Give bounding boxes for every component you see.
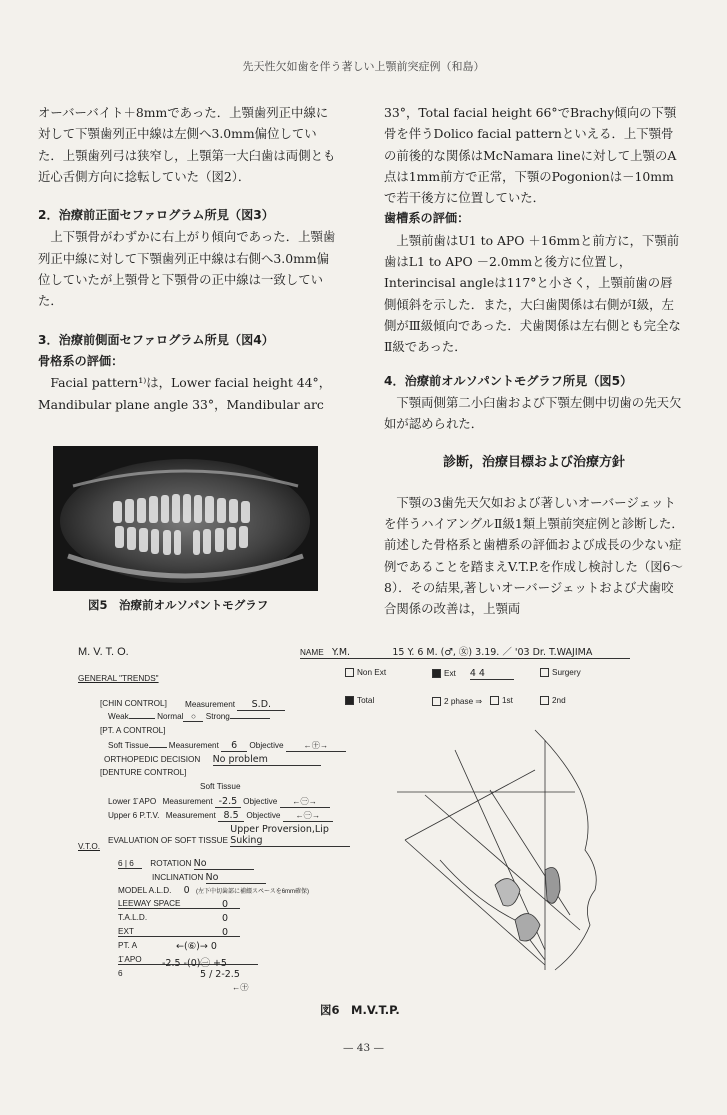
paragraph: 上顎前歯はU1 to APO ＋16mmと前方に，下顎前歯はL1 to APO －2.0mmと後方に位置し，Interincisal angleは117°と小さく，上顎前歯の唇側傾斜を示した．また，大臼歯関係は右側がⅠ級，左側がⅢ級傾向であった．犬歯関係は左右側とも完全なⅡ級であった． — [384, 232, 681, 355]
paragraph: 下顎両側第二小臼歯および下顎左側中切歯の先天欠如が認められた． — [384, 394, 682, 432]
mvto-form — [0, 640, 727, 1000]
name-label: NAME — [300, 648, 324, 657]
six-row-note: ←㊉ — [232, 983, 249, 992]
cephalometric-tracing — [395, 720, 625, 1000]
six-row: 6 5 / 2-2.5 — [118, 969, 240, 980]
section-heading: 2．治療前正面セファログラム所見（図3） — [38, 208, 274, 223]
denture-control-label: [DENTURE CONTROL] — [100, 768, 187, 777]
soft-tissue-evaluation-value: Upper Proversion,Lip Suking — [230, 824, 350, 847]
first-checkbox — [490, 696, 499, 705]
rotation-row: 6 | 6 ROTATION No — [118, 858, 254, 870]
name-value: Y.M. — [331, 647, 351, 658]
mvto-title: M. V. T. O. — [78, 646, 129, 658]
six-row-value: 5 / 2-2.5 — [200, 969, 240, 980]
soft-tissue-lip — [545, 868, 560, 904]
paragraph: オーバーバイト＋8mmであった．上顎歯列正中線に対して下顎歯列正中線は左側へ3.0mm偏位していた．上顎歯列弓は狭窄し，上顎第一大臼歯は両側とも近心舌側方向に捻転していた（図2）． — [38, 105, 336, 184]
surgery-checkbox — [540, 668, 549, 677]
model-ald-row: MODEL A.L.D. 0 (左下中切歯部に補綴スペースを6mm確保) — [118, 885, 310, 896]
total-checkbox — [345, 696, 354, 705]
pta-objective: ←㊉→ — [286, 740, 346, 752]
surgery-option: Surgery — [540, 668, 581, 677]
tald-value: 0 — [222, 913, 229, 924]
ext-checkbox — [432, 669, 441, 678]
paragraph: 上下顎骨がわずかに右上がり傾向であった．上顎歯列正中線に対して下顎歯列正中線は右側へ3.0mm偏位していたが上顎骨と下顎骨の正中線は一致していた． — [38, 229, 336, 309]
pta-row: PT. A ←(⑥)→ 0 — [118, 941, 217, 952]
tald-row: T.A.L.D. 0 — [118, 913, 229, 924]
upper-incisor — [495, 879, 520, 906]
leeway-row: LEEWAY SPACE 0 — [118, 899, 240, 909]
apo-row: 1̄ APO -2.5 -(0)㊀ +5 — [118, 955, 258, 965]
subheading: 歯槽系の評価： — [384, 211, 470, 226]
orthopedic-decision-row: ORTHOPEDIC DECISION No problem — [104, 754, 321, 766]
model-ald-note: (左下中切歯部に補綴スペースを6mm確保) — [196, 889, 310, 895]
non-ext-option: Non Ext — [345, 668, 386, 677]
name-line — [300, 644, 630, 659]
soft-tissue-evaluation-row: EVALUATION OF SOFT TISSUE Upper Proversion,Lip Suking — [108, 824, 350, 847]
two-phase-checkbox — [432, 697, 441, 706]
section-heading: 4．治療前オルソパントモグラフ所見（図5） — [384, 373, 633, 388]
subheading: 骨格系の評価： — [38, 353, 124, 368]
age-date-value: 15 Y. 6 M. (♂, ㊛) 3.19. ／ '03 Dr. T.WAJIMA — [392, 647, 593, 658]
upper-measurement-value: 8.5 — [218, 810, 244, 822]
left-column — [38, 102, 338, 415]
lower-apo-row: Lower 1̄ APO Measurement -2.5 Objective ←㊀→ — [108, 796, 330, 808]
second-option: 2nd — [540, 696, 566, 705]
lower-objective: ←㊀→ — [280, 796, 330, 808]
model-ald-value: 0 — [183, 885, 190, 896]
rotation-value: No — [194, 858, 254, 870]
apo-row-value: -2.5 -(0)㊀ +5 — [162, 958, 227, 969]
upper-ptv-row: Upper 6 P.T.V. Measurement 8.5 Objective ←㊀→ — [108, 810, 333, 822]
first-option: 1st — [490, 696, 513, 705]
inclination-value: No — [206, 872, 266, 884]
chin-value: S.D. — [237, 699, 285, 711]
general-trends-label: GENERAL "TRENDS" — [78, 674, 159, 683]
chin-measurement: Measurement S.D. — [185, 699, 285, 711]
paragraph: 下顎の3歯先天欠如および著しいオーバージェットを伴うハイアングルⅡ級1類上顎前突症例と診断した．前述した骨格系と歯槽系の評価および成長の少ない症例であることを踏まえV.T.P.を作成し検討した（図6～8）．その結果,著しいオーバージェットおよび犬歯咬合関係の改善は，上顎両 — [384, 494, 684, 617]
second-checkbox — [540, 696, 549, 705]
section-heading: 診断，治療目標および治療方針 — [442, 455, 625, 471]
occlusal-line — [425, 795, 580, 930]
ext-value: 4 4 — [470, 668, 514, 680]
section-heading: 3．治療前側面セファログラム所見（図4） — [38, 332, 274, 347]
chin-control-label: [CHIN CONTROL] — [100, 699, 167, 708]
leeway-value: 0 — [222, 899, 229, 910]
facial-profile — [535, 730, 596, 970]
ext-row-value: 0 — [222, 927, 229, 938]
soft-tissue-label: Soft Tissue — [200, 782, 241, 791]
chin-scale: Weak Normal ○ Strong — [108, 712, 270, 722]
panoramic-radiograph — [53, 446, 318, 591]
lower-incisor — [515, 914, 540, 941]
paragraph: Facial pattern¹⁾は，Lower facial height 44°，Mandibular plane angle 33°，Mandibular arc — [38, 375, 332, 412]
pta-measurement-value: 6 — [221, 740, 247, 752]
two-phase-option: 2 phase ⇒ — [432, 696, 482, 706]
figure-6-caption: 図6 M.V.T.P. — [320, 1003, 400, 1017]
lower-measurement-value: -2.5 — [215, 796, 241, 808]
ext-option: Ext 4 4 — [432, 668, 514, 680]
page-number: — 43 — — [342, 1042, 385, 1054]
right-column — [384, 102, 684, 620]
running-header: 先天性欠如歯を伴う著しい上顎前突症例（和島） — [242, 60, 485, 73]
non-ext-checkbox — [345, 668, 354, 677]
pt-a-row: Soft Tissue Measurement 6 Objective ←㊉→ — [108, 740, 346, 752]
pta-row-value: ←(⑥)→ 0 — [176, 941, 217, 952]
radiograph-drawing — [53, 446, 318, 591]
upper-objective: ←㊀→ — [283, 810, 333, 822]
mandible-outline — [440, 860, 545, 960]
figure-5-caption: 図5 治療前オルソパントモグラフ — [88, 598, 269, 612]
pt-a-control-label: [PT. A CONTROL] — [100, 726, 166, 735]
paragraph: 33°，Total facial height 66°でBrachy傾向の下顎骨を伴うDolico facial patternといえる．上下顎骨の前後的な関係はMcNamara lineに対して上顎のA点は1mm前方で正常，下顎のPogonionは－10mmで若干後方に位置していた． — [384, 105, 677, 206]
vto-label: V.T.O. — [78, 842, 100, 851]
ext-row: EXT 0 — [118, 927, 240, 937]
total-option: Total — [345, 696, 374, 705]
orthopedic-decision-value: No problem — [213, 754, 321, 766]
inclination-row: INCLINATION No — [152, 872, 266, 884]
